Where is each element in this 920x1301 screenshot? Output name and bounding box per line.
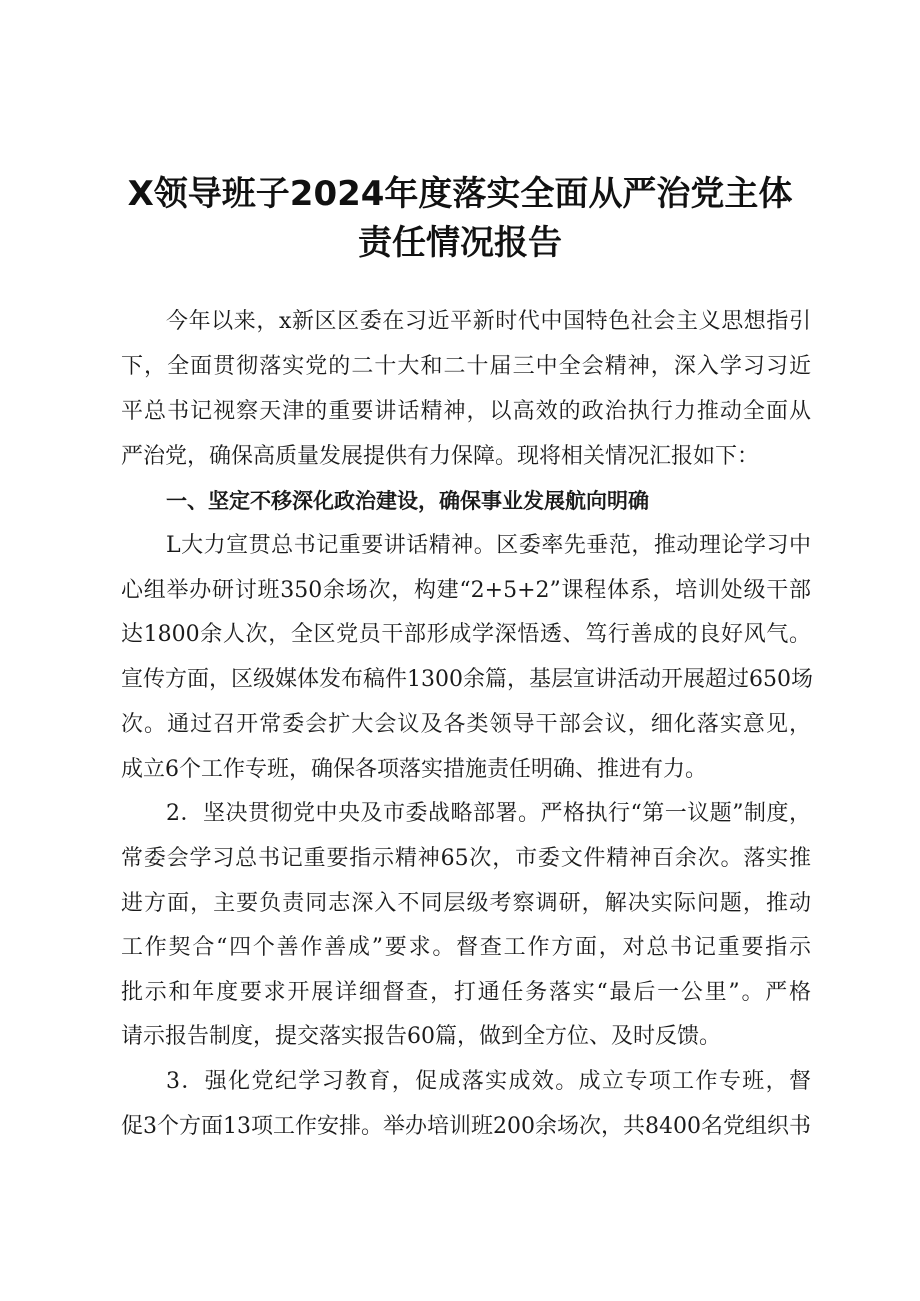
item-1-line-2: 心组举办研讨班350余场次，构建“2+5+2”课程体系，培训处级干部 <box>121 578 811 603</box>
item-1-line-3: 达1800余人次，全区党员干部形成学深悟透、笃行善成的良好风气。 <box>121 622 811 647</box>
item-2-line-2: 常委会学习总书记重要指示精神65次，市委文件精神百余次。落实推 <box>121 846 811 871</box>
item-1-line-6: 成立6个工作专班，确保各项落实措施责任明确、推进有力。 <box>121 757 707 782</box>
item-2-line-6: 请示报告制度，提交落实报告60篇，做到全方位、及时反馈。 <box>121 1024 721 1049</box>
item-2-line-1: 2．坚决贯彻党中央及市委战略部署。严格执行“第一议题”制度， <box>166 801 811 826</box>
item-3-line-2: 促3个方面13项工作安排。举办培训班200余场次，共8400名党组织书 <box>121 1114 811 1139</box>
item-2-line-4: 工作契合“四个善作善成”要求。督查工作方面，对总书记重要指示 <box>121 935 811 960</box>
item-1-line-4: 宣传方面，区级媒体发布稿件1300余篇，基层宣讲活动开展超过650场 <box>121 667 813 692</box>
item-1-line-1: L大力宣贯总书记重要讲话精神。区委率先垂范，推动理论学习中 <box>166 533 811 558</box>
intro-line-3: 平总书记视察天津的重要讲话精神，以高效的政治执行力推动全面从 <box>121 399 811 424</box>
document-title-line-2: 责任情况报告 <box>358 223 562 263</box>
item-3-line-1: 3．强化党纪学习教育，促成落实成效。成立专项工作专班，督 <box>166 1069 811 1094</box>
item-2-line-5: 批示和年度要求开展详细督查，打通任务落实“最后一公里”。严格 <box>121 980 811 1005</box>
document-title-line-1: X领导班子2024年度落实全面从严治党主体 <box>127 174 793 214</box>
intro-line-2: 下，全面贯彻落实党的二十大和二十届三中全会精神，深入学习习近 <box>121 354 811 379</box>
intro-line-4: 严治党，确保高质量发展提供有力保障。现将相关情况汇报如下： <box>121 444 760 469</box>
intro-line-1: 今年以来，x新区区委在习近平新时代中国特色社会主义思想指引 <box>166 309 811 334</box>
item-1-line-5: 次。通过召开常委会扩大会议及各类领导干部会议，细化落实意见， <box>121 712 811 737</box>
section-1-heading: 一、坚定不移深化政治建设，确保事业发展航向明确 <box>166 489 649 513</box>
item-2-line-3: 进方面，主要负责同志深入不同层级考察调研，解决实际问题，推动 <box>121 891 811 916</box>
